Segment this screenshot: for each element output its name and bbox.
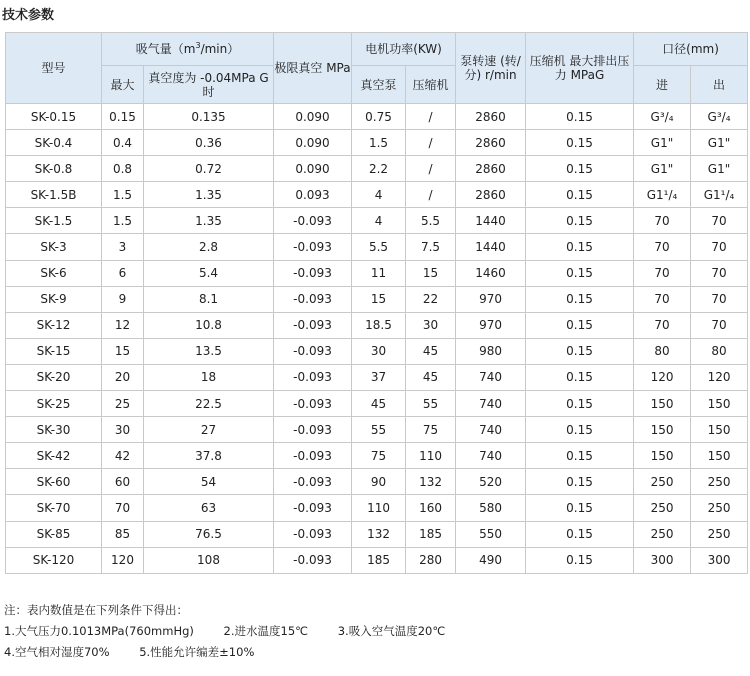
spec-table (5, 32, 748, 574)
table-row (6, 260, 748, 286)
cell-max: 20 (102, 364, 144, 390)
cell-vac: 2.8 (144, 234, 274, 260)
cell-pump: 1.5 (352, 130, 406, 156)
cell-speed: 740 (456, 417, 526, 443)
cell-pressure: 0.15 (526, 312, 634, 338)
table-row (6, 495, 748, 521)
cell-in: 300 (634, 547, 691, 573)
header-port: 口径(mm) (634, 33, 748, 66)
cell-limit: -0.093 (274, 312, 352, 338)
cell-out: 70 (691, 312, 748, 338)
cell-max: 12 (102, 312, 144, 338)
cell-in: 250 (634, 495, 691, 521)
cell-pump: 4 (352, 182, 406, 208)
cell-speed: 1460 (456, 260, 526, 286)
cell-pump: 132 (352, 521, 406, 547)
cell-model: SK-12 (6, 312, 102, 338)
cell-speed: 740 (456, 364, 526, 390)
cell-max: 42 (102, 443, 144, 469)
header-port-out: 出 (691, 66, 748, 104)
cell-vac: 37.8 (144, 443, 274, 469)
cell-comp: 7.5 (406, 234, 456, 260)
cell-model: SK-85 (6, 521, 102, 547)
header-model: 型号 (6, 33, 102, 104)
cell-vac: 1.35 (144, 208, 274, 234)
cell-pump: 110 (352, 495, 406, 521)
cell-in: 150 (634, 443, 691, 469)
cell-limit: -0.093 (274, 234, 352, 260)
table-row (6, 286, 748, 312)
cell-model: SK-3 (6, 234, 102, 260)
table-row (6, 521, 748, 547)
cell-limit: 0.090 (274, 130, 352, 156)
table-row (6, 312, 748, 338)
cell-in: G³/₄ (634, 104, 691, 130)
cell-pressure: 0.15 (526, 443, 634, 469)
cell-in: G1" (634, 156, 691, 182)
cell-pressure: 0.15 (526, 156, 634, 182)
cell-comp: 30 (406, 312, 456, 338)
cell-model: SK-9 (6, 286, 102, 312)
cell-vac: 0.135 (144, 104, 274, 130)
notes-line-1 (4, 621, 445, 642)
table-row (6, 338, 748, 364)
cell-model: SK-120 (6, 547, 102, 573)
cell-comp: 45 (406, 364, 456, 390)
cell-max: 15 (102, 338, 144, 364)
cell-speed: 2860 (456, 156, 526, 182)
header-flow: 吸气量$(m^3/\min)$ (102, 33, 274, 66)
cell-pressure: 0.15 (526, 260, 634, 286)
cell-in: 70 (634, 312, 691, 338)
cell-vac: 8.1 (144, 286, 274, 312)
cell-in: 70 (634, 260, 691, 286)
cell-pressure: 0.15 (526, 417, 634, 443)
cell-pressure: 0.15 (526, 521, 634, 547)
cell-vac: 0.36 (144, 130, 274, 156)
cell-limit: -0.093 (274, 469, 352, 495)
cell-limit: -0.093 (274, 260, 352, 286)
cell-max: 85 (102, 521, 144, 547)
cell-pump: 45 (352, 391, 406, 417)
cell-limit: -0.093 (274, 495, 352, 521)
table-row (6, 234, 748, 260)
cell-pressure: 0.15 (526, 495, 634, 521)
cell-in: 150 (634, 417, 691, 443)
cell-limit: -0.093 (274, 338, 352, 364)
table-row (6, 469, 748, 495)
cell-out: 250 (691, 469, 748, 495)
note-4: 4.空气相对湿度70% (4, 645, 110, 659)
cell-limit: 0.090 (274, 156, 352, 182)
cell-speed: 970 (456, 286, 526, 312)
cell-in: 250 (634, 521, 691, 547)
note-1: 1.大气压力0.1013MPa(760mmHg) (4, 624, 194, 638)
cell-max: 0.4 (102, 130, 144, 156)
table-row (6, 443, 748, 469)
cell-out: G1" (691, 156, 748, 182)
cell-max: 0.8 (102, 156, 144, 182)
cell-pressure: 0.15 (526, 469, 634, 495)
table-row (6, 130, 748, 156)
cell-out: 70 (691, 286, 748, 312)
cell-out: 150 (691, 443, 748, 469)
cell-comp: 22 (406, 286, 456, 312)
cell-pump: 55 (352, 417, 406, 443)
cell-model: SK-1.5B (6, 182, 102, 208)
cell-comp: / (406, 182, 456, 208)
cell-speed: 580 (456, 495, 526, 521)
cell-speed: 1440 (456, 234, 526, 260)
cell-limit: -0.093 (274, 208, 352, 234)
notes-line-2 (4, 642, 445, 663)
cell-pump: 0.75 (352, 104, 406, 130)
cell-max: 60 (102, 469, 144, 495)
cell-pump: 18.5 (352, 312, 406, 338)
cell-out: G1" (691, 130, 748, 156)
table-body (6, 104, 748, 574)
cell-pressure: 0.15 (526, 338, 634, 364)
cell-model: SK-42 (6, 443, 102, 469)
cell-speed: 2860 (456, 130, 526, 156)
cell-vac: 22.5 (144, 391, 274, 417)
cell-pump: 2.2 (352, 156, 406, 182)
cell-out: 80 (691, 338, 748, 364)
table-row (6, 182, 748, 208)
cell-vac: 54 (144, 469, 274, 495)
cell-model: SK-1.5 (6, 208, 102, 234)
cell-comp: / (406, 104, 456, 130)
header-speed: 泵转速 (转/分) r/min (456, 33, 526, 104)
cell-comp: 132 (406, 469, 456, 495)
cell-out: 150 (691, 417, 748, 443)
cell-limit: -0.093 (274, 391, 352, 417)
cell-limit: -0.093 (274, 286, 352, 312)
note-5: 5.性能允许编差±10% (139, 645, 255, 659)
cell-out: 300 (691, 547, 748, 573)
cell-max: 6 (102, 260, 144, 286)
cell-speed: 490 (456, 547, 526, 573)
cell-pump: 37 (352, 364, 406, 390)
cell-limit: -0.093 (274, 547, 352, 573)
cell-comp: 55 (406, 391, 456, 417)
note-2: 2.进水温度15℃ (223, 624, 309, 638)
cell-model: SK-15 (6, 338, 102, 364)
header-limit-vacuum: 极限真空 MPa (274, 33, 352, 104)
cell-comp: 75 (406, 417, 456, 443)
cell-pump: 30 (352, 338, 406, 364)
cell-max: 9 (102, 286, 144, 312)
notes-intro: 注：表内数值是在下列条件下得出： (4, 603, 188, 617)
cell-speed: 970 (456, 312, 526, 338)
table-row (6, 391, 748, 417)
header-flow-vac: 真空度为 -0.04MPa G时 (144, 66, 274, 104)
cell-pump: 15 (352, 286, 406, 312)
cell-speed: 550 (456, 521, 526, 547)
cell-model: SK-20 (6, 364, 102, 390)
table-row (6, 417, 748, 443)
cell-vac: 108 (144, 547, 274, 573)
cell-in: 80 (634, 338, 691, 364)
cell-comp: 280 (406, 547, 456, 573)
cell-max: 0.15 (102, 104, 144, 130)
cell-pressure: 0.15 (526, 234, 634, 260)
header-motor-power: 电机功率(KW) (352, 33, 456, 66)
cell-pump: 90 (352, 469, 406, 495)
cell-out: 250 (691, 495, 748, 521)
cell-speed: 740 (456, 443, 526, 469)
cell-in: G1¹/₄ (634, 182, 691, 208)
cell-max: 70 (102, 495, 144, 521)
cell-vac: 63 (144, 495, 274, 521)
header-comp-pressure: 压缩机 最大排出压力 MPaG (526, 33, 634, 104)
cell-out: 70 (691, 234, 748, 260)
note-3: 3.吸入空气温度20℃ (337, 624, 446, 638)
cell-speed: 1440 (456, 208, 526, 234)
cell-limit: -0.093 (274, 443, 352, 469)
cell-pressure: 0.15 (526, 547, 634, 573)
cell-pump: 11 (352, 260, 406, 286)
cell-out: 70 (691, 208, 748, 234)
cell-vac: 13.5 (144, 338, 274, 364)
cell-comp: 5.5 (406, 208, 456, 234)
cell-model: SK-0.8 (6, 156, 102, 182)
cell-out: 250 (691, 521, 748, 547)
cell-vac: 18 (144, 364, 274, 390)
cell-pressure: 0.15 (526, 391, 634, 417)
header-motor-comp: 压缩机 (406, 66, 456, 104)
cell-model: SK-70 (6, 495, 102, 521)
cell-out: 150 (691, 391, 748, 417)
cell-pressure: 0.15 (526, 286, 634, 312)
cell-limit: -0.093 (274, 521, 352, 547)
cell-in: 70 (634, 234, 691, 260)
cell-comp: 45 (406, 338, 456, 364)
cell-max: 120 (102, 547, 144, 573)
cell-vac: 76.5 (144, 521, 274, 547)
cell-model: SK-30 (6, 417, 102, 443)
table-row (6, 364, 748, 390)
cell-pressure: 0.15 (526, 182, 634, 208)
cell-pressure: 0.15 (526, 130, 634, 156)
cell-pressure: 0.15 (526, 364, 634, 390)
cell-max: 1.5 (102, 182, 144, 208)
cell-pump: 5.5 (352, 234, 406, 260)
cell-in: 150 (634, 391, 691, 417)
cell-out: 120 (691, 364, 748, 390)
cell-model: SK-60 (6, 469, 102, 495)
cell-out: G1¹/₄ (691, 182, 748, 208)
cell-limit: -0.093 (274, 417, 352, 443)
table-row (6, 208, 748, 234)
cell-comp: 110 (406, 443, 456, 469)
cell-comp: 185 (406, 521, 456, 547)
header-motor-vac: 真空泵 (352, 66, 406, 104)
table-row (6, 547, 748, 573)
cell-comp: / (406, 156, 456, 182)
cell-speed: 2860 (456, 182, 526, 208)
header-port-in: 进 (634, 66, 691, 104)
cell-max: 3 (102, 234, 144, 260)
cell-pressure: 0.15 (526, 208, 634, 234)
cell-vac: 27 (144, 417, 274, 443)
cell-model: SK-25 (6, 391, 102, 417)
cell-in: 250 (634, 469, 691, 495)
cell-comp: 15 (406, 260, 456, 286)
cell-in: 70 (634, 286, 691, 312)
cell-in: 120 (634, 364, 691, 390)
cell-limit: -0.093 (274, 364, 352, 390)
cell-vac: 5.4 (144, 260, 274, 286)
cell-limit: 0.093 (274, 182, 352, 208)
cell-limit: 0.090 (274, 104, 352, 130)
cell-out: G³/₄ (691, 104, 748, 130)
cell-in: G1" (634, 130, 691, 156)
cell-speed: 520 (456, 469, 526, 495)
cell-max: 30 (102, 417, 144, 443)
cell-vac: 10.8 (144, 312, 274, 338)
cell-pressure: 0.15 (526, 104, 634, 130)
cell-speed: 740 (456, 391, 526, 417)
cell-max: 1.5 (102, 208, 144, 234)
cell-model: SK-0.15 (6, 104, 102, 130)
cell-model: SK-0.4 (6, 130, 102, 156)
cell-speed: 2860 (456, 104, 526, 130)
cell-pump: 4 (352, 208, 406, 234)
header-flow-max: 最大 (102, 66, 144, 104)
page-title: 技术参数 (2, 8, 55, 23)
cell-comp: / (406, 130, 456, 156)
notes (4, 600, 445, 663)
table-row (6, 156, 748, 182)
cell-comp: 160 (406, 495, 456, 521)
cell-pump: 185 (352, 547, 406, 573)
cell-vac: 0.72 (144, 156, 274, 182)
cell-out: 70 (691, 260, 748, 286)
table-row (6, 104, 748, 130)
cell-max: 25 (102, 391, 144, 417)
cell-pump: 75 (352, 443, 406, 469)
cell-speed: 980 (456, 338, 526, 364)
cell-in: 70 (634, 208, 691, 234)
cell-model: SK-6 (6, 260, 102, 286)
cell-vac: 1.35 (144, 182, 274, 208)
